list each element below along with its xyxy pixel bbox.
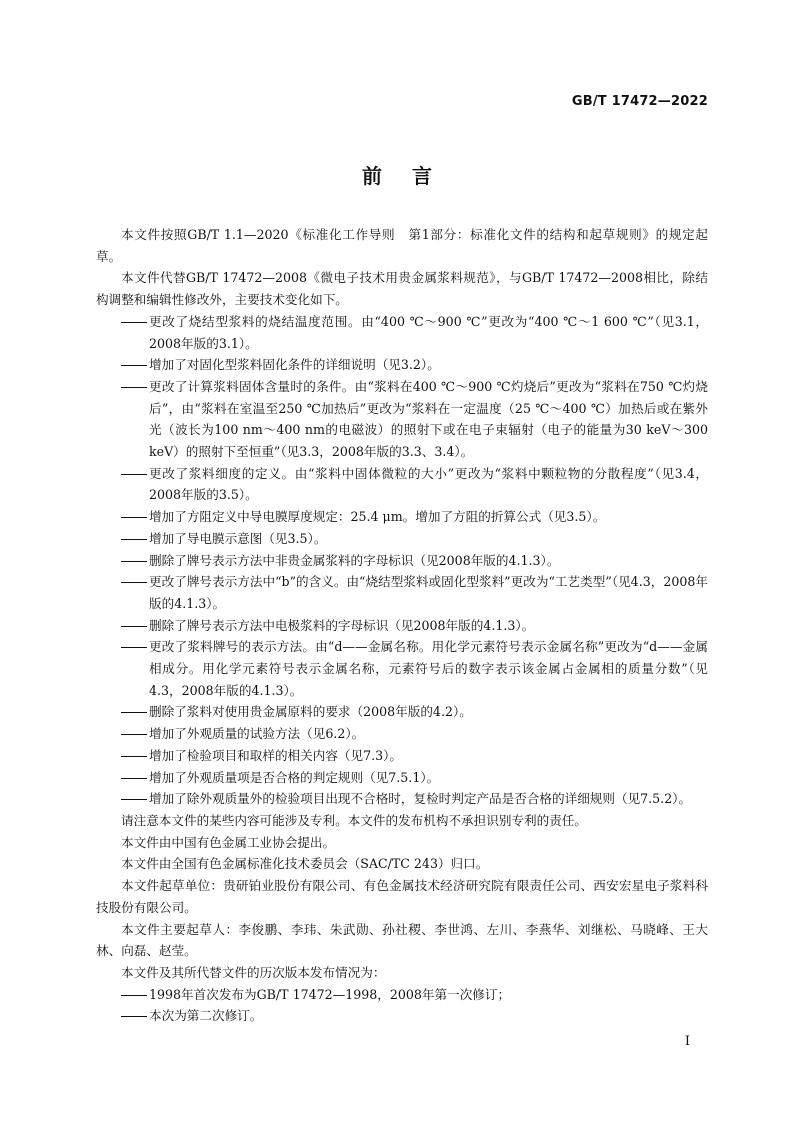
change-item — [96, 311, 708, 354]
standard-number: GB/T 17472—2022 — [571, 94, 708, 109]
change-item — [96, 463, 708, 506]
change-text: 删除了牌号表示方法中电极浆料的字母标识（见2008年版的4.1.3）。 — [149, 617, 535, 633]
history-text: 本次为第二次修订。 — [149, 1008, 263, 1024]
history-text: 1998年首次发布为GB/T 17472—1998，2008年第一次修订； — [149, 986, 511, 1002]
change-item — [96, 354, 708, 376]
intro-paragraph: 本文件按照GB/T 1.1—2020《标准化工作导则 第1部分：标准化文件的结构和起草规则》的规定起草。 — [96, 227, 708, 264]
change-text: 增加了外观质量的试验方法（见6.2）。 — [149, 726, 365, 742]
change-item — [96, 701, 708, 723]
change-text: 增加了方阻定义中导电膜厚度规定：25.4 μm。增加了方阻的折算公式（见3.5）。 — [149, 509, 606, 525]
page-title: 前言 — [362, 164, 462, 188]
change-item — [96, 528, 708, 550]
drafting-units: 本文件起草单位：贵研铂业股份有限公司、有色金属技术经济研究院有限责任公司、西安宏星电子浆料科技股份有限公司。 — [96, 878, 708, 915]
change-item — [96, 571, 708, 614]
change-text: 增加了检验项目和取样的相关内容（见7.3）。 — [149, 747, 403, 763]
change-text: 更改了浆料细度的定义。由“浆料中固体微粒的大小”更改为“浆料中颗粒物的分散程度”（见3.4，2008年版的3.5）。 — [149, 465, 708, 503]
changes-list — [96, 311, 708, 810]
change-text: 增加了导电膜示意图（见3.5）。 — [149, 530, 327, 546]
change-item — [96, 506, 708, 528]
history-list — [96, 984, 708, 1027]
change-item — [96, 615, 708, 637]
change-text: 删除了浆料对使用贵金属原料的要求（2008年版的4.2）。 — [149, 704, 472, 720]
change-text: 增加了外观质量项是否合格的判定规则（见7.5.1）。 — [149, 769, 440, 785]
page-number: I — [684, 1034, 690, 1049]
change-text: 更改了计算浆料固体含量时的条件。由“浆料在400 ℃～900 ℃灼烧后”更改为“浆料在750 ℃灼烧后”，由“浆料在室温至250 ℃加热后”更改为“浆料在一定温度（25 ℃～400 ℃）加热后或在紫外光（波长为100 nm～400 nm的电磁波）的照射下或在电子束辐射（电子的能量为30 keV～300 keV）的照射下至恒重”（见3.3，2008年版的3.3、3.4）。 — [149, 378, 708, 460]
patent-notice: 请注意本文件的某些内容可能涉及专利。本文件的发布机构不承担识别专利的责任。 — [121, 812, 587, 828]
change-item — [96, 745, 708, 767]
change-item — [96, 767, 708, 789]
change-text: 增加了除外观质量外的检验项目出现不合格时，复检时判定产品是否合格的详细规则（见7.5.2）。 — [149, 791, 692, 807]
history-item — [96, 984, 708, 1006]
change-text: 更改了烧结型浆料的烧结温度范围。由“400 ℃～900 ℃”更改为“400 ℃～1 600 ℃”（见3.1，2008年版的3.1）。 — [149, 313, 708, 351]
intro-paragraph: 本文件代替GB/T 17472—2008《微电子技术用贵金属浆料规范》，与GB/T 17472—2008相比，除结构调整和编辑性修改外，主要技术变化如下。 — [96, 270, 708, 308]
change-text: 更改了牌号表示方法中“b”的含义。由“烧结型浆料或固化型浆料”更改为“工艺类型”（见4.3，2008年版的4.1.3）。 — [149, 574, 708, 611]
change-item — [96, 636, 708, 701]
change-item — [96, 550, 708, 572]
proposer-statement: 本文件由中国有色金属工业协会提出。 — [121, 834, 336, 850]
committee-statement: 本文件由全国有色金属标准化技术委员会（SAC/TC 243）归口。 — [121, 856, 489, 872]
change-item — [96, 788, 708, 810]
change-text: 删除了牌号表示方法中非贵金属浆料的字母标识（见2008年版的4.1.3）。 — [149, 552, 560, 568]
history-intro: 本文件及其所代替文件的历次版本发布情况为： — [121, 964, 386, 980]
history-item — [96, 1005, 708, 1027]
change-item — [96, 723, 708, 745]
change-item — [96, 376, 708, 463]
drafters: 本文件主要起草人：李俊鹏、李玮、朱武勋、孙社稷、李世鸿、左川、李燕华、刘继松、马晓峰、王大林、向磊、赵莹。 — [96, 921, 708, 959]
change-text: 增加了对固化型浆料固化条件的详细说明（见3.2）。 — [149, 357, 440, 373]
document-body — [96, 224, 708, 1027]
change-text: 更改了浆料牌号的表示方法。由“d——金属名称。用化学元素符号表示金属名称”更改为“d——金属相成分。用化学元素符号表示金属名称，元素符号后的数字表示该金属占金属相的质量分数”（见4.3，2008年版的4.1.3）。 — [149, 639, 708, 698]
